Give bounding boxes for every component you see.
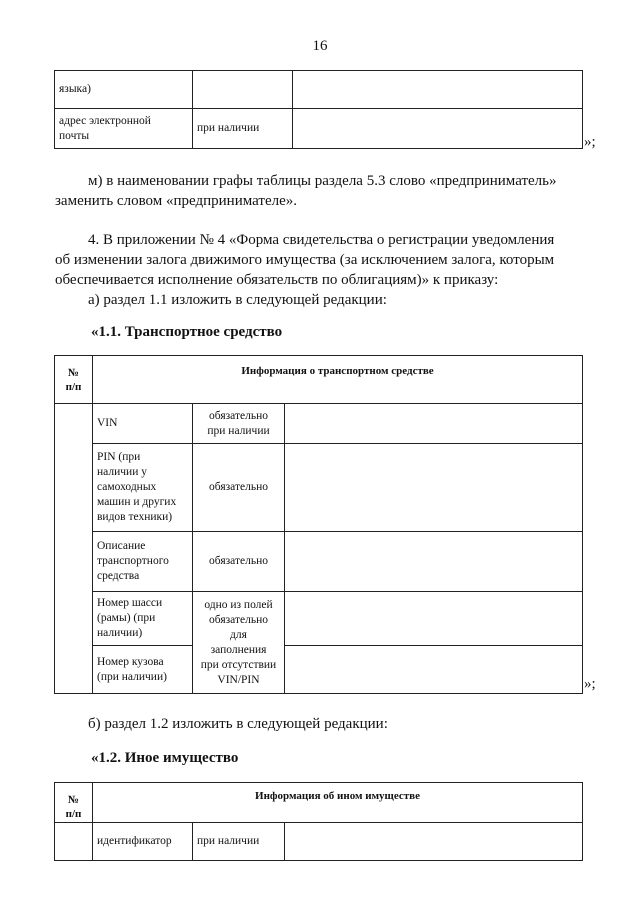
- paragraph-b: б) раздел 1.2 изложить в следующей редакции:: [88, 716, 388, 732]
- quote-close-2: »;: [584, 676, 596, 692]
- chassis-value: [285, 592, 583, 646]
- table-1-2-num-cell: [55, 823, 93, 861]
- description-value: [285, 532, 583, 592]
- table-1-2-info-header: Информация об ином имуществе: [93, 783, 583, 823]
- table-1-2-num-header: № п/п: [55, 783, 93, 823]
- pin-value: [285, 444, 583, 532]
- description-label: Описание транспортного средства: [93, 532, 193, 592]
- table-1-2: [54, 782, 583, 861]
- top-table-row2-req: при наличии: [193, 109, 293, 149]
- chassis-body-shared-req: одно из полей обязательно для заполнения при отсутствии VIN/PIN: [193, 592, 285, 694]
- top-table: [54, 70, 583, 149]
- body-value: [285, 646, 583, 694]
- table-1-1-num-header: № п/п: [55, 356, 93, 404]
- table-1-1-num-cell: [55, 404, 93, 694]
- vin-label: VIN: [93, 404, 193, 444]
- vin-req: обязательно при наличии: [193, 404, 285, 444]
- top-table-row2-value: [293, 109, 583, 149]
- heading-1-1: «1.1. Транспортное средство: [91, 324, 283, 340]
- chassis-label: Номер шасси (рамы) (при наличии): [93, 592, 193, 646]
- paragraph-m: м) в наименовании графы таблицы раздела 5.3 слово «предприниматель» заменить словом «предпринимателе».: [55, 173, 557, 209]
- paragraph-4: 4. В приложении № 4 «Форма свидетельства о регистрации уведомления об изменении залога движимого имущества (за исключением залога, которым обеспечивается исполнение обязательств по облигациям)» к приказу: а) раздел 1.1 изложить в следующей редакции:: [55, 232, 555, 308]
- identifier-char-cells: [285, 823, 583, 861]
- identifier-label: идентификатор: [93, 823, 193, 861]
- pin-req: обязательно: [193, 444, 285, 532]
- top-table-row2-label: адрес электронной почты: [55, 109, 193, 149]
- quote-close-1: »;: [584, 134, 596, 150]
- vin-char-cells: [285, 404, 583, 444]
- page-number: 16: [312, 38, 328, 54]
- identifier-req: при наличии: [193, 823, 285, 861]
- top-table-row1-req: [193, 71, 293, 109]
- top-table-row1-label: языка): [55, 71, 193, 109]
- table-1-1-info-header: Информация о транспортном средстве: [93, 356, 583, 404]
- heading-1-2: «1.2. Иное имущество: [91, 750, 239, 766]
- top-table-row1-value: [293, 71, 583, 109]
- table-1-1: [54, 355, 583, 694]
- pin-label: PIN (при наличии у самоходных машин и других видов техники): [93, 444, 193, 532]
- body-label: Номер кузова (при наличии): [93, 646, 193, 694]
- description-req: обязательно: [193, 532, 285, 592]
